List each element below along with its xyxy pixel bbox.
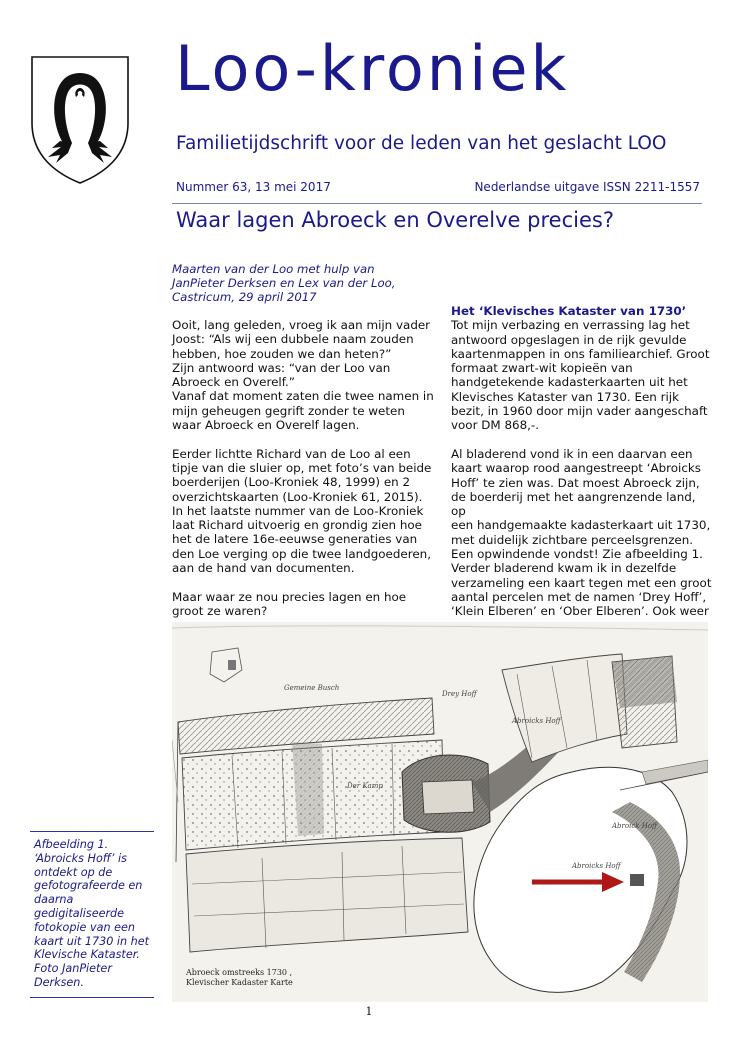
text-line: Een opwindende vondst! Zie afbeelding 1. [451, 547, 703, 562]
article-byline [172, 262, 432, 304]
caption-line: daarna [34, 893, 74, 907]
map-stamp-line: Klevischer Kadaster Karte [186, 978, 293, 987]
issn-label: Nederlandse uitgave ISSN 2211-1557 [474, 180, 700, 194]
caption-line: gefotografeerde en [34, 879, 143, 893]
caption-divider-top [30, 831, 154, 832]
text-line: voor DM 868,-. [451, 418, 539, 433]
text-line: Maar waar ze nou precies lagen en hoe [172, 589, 407, 604]
caption-line: Derksen. [34, 975, 84, 989]
text-line: Joost: “Als wij een dubbele naam zouden [172, 332, 414, 347]
paragraph [172, 590, 437, 619]
text-line: de boerderij met het aangrenzende land, op [451, 489, 696, 519]
paragraph [451, 318, 713, 432]
caption-line: Klevische Kataster. [34, 948, 140, 962]
text-line: antwoord opgeslagen in de rijk gevulde [451, 332, 687, 347]
coat-of-arms-logo [30, 55, 130, 185]
caption-line: Foto JanPieter [34, 962, 112, 976]
cadastral-map-figure [172, 622, 708, 1002]
text-line: Al bladerend vond ik in een daarvan een [451, 446, 693, 461]
cadastral-map-drawing [172, 622, 708, 1002]
masthead-subtitle: Familietijdschrift voor de leden van het geslacht LOO [176, 133, 667, 154]
text-line: den Loe verging op die twee landgoederen, [172, 546, 431, 561]
text-line: aan de hand van documenten. [172, 561, 355, 576]
text-line: formaat zwart-wit kopieën van [451, 361, 633, 376]
text-line: kaartenmappen in ons familiearchief. Groot [451, 346, 710, 361]
caption-line: gedigitaliseerde [34, 906, 125, 920]
caption-line: ontdekt op de [34, 865, 113, 879]
text-line: Hoff’ te zien was. Dat moest Abroeck zijn, [451, 475, 700, 490]
text-line: mijn geheugen gegrift zonder te weten [172, 403, 405, 418]
map-label-abroicks-hof2: Abroicks Hoff [572, 862, 621, 870]
text-line: Klevisches Kataster van 1730. Een rijk [451, 389, 679, 404]
text-line: Ooit, lang geleden, vroeg ik aan mijn vader [172, 318, 431, 332]
paragraph [172, 318, 437, 432]
map-stamp-line: Abroeck omstreeks 1730 , [186, 968, 293, 977]
caption-line: Afbeelding 1. [34, 838, 109, 851]
text-line: Abroeck en Overelf.” [172, 375, 295, 390]
text-line: waar Abroeck en Overelf lagen. [172, 418, 360, 433]
caption-divider-bottom [30, 997, 154, 998]
masthead-title: Loo-kroniek [175, 32, 570, 105]
issue-number: Nummer 63, 13 mei 2017 [176, 180, 331, 194]
text-line: Tot mijn verbazing en verrassing lag het [451, 318, 690, 333]
text-line: Verder bladerend kwam ik in dezelfde [451, 561, 677, 576]
text-line: boerderijen (Loo-Kroniek 48, 1999) en 2 [172, 475, 411, 490]
header-divider [172, 203, 702, 204]
text-line: ‘Klein Elberen’ en ‘Ober Elberen’. Ook weer [451, 604, 709, 619]
page-number: 1 [365, 1005, 373, 1018]
text-line: Zijn antwoord was: “van der Loo van [172, 360, 391, 375]
paragraph [451, 447, 713, 619]
text-line: tipje van die sluier op, met foto’s van beide [172, 460, 432, 475]
map-label-der-kamp: Der Kamp [347, 782, 383, 790]
map-label-hoff-marker: Abroick Hoff [612, 822, 658, 830]
caption-line: kaart uit 1730 in het [34, 934, 150, 948]
paragraph [172, 447, 437, 576]
article-headline: Waar lagen Abroeck en Overelve precies? [176, 208, 614, 232]
article-column-right [451, 304, 713, 619]
article-column-left [172, 318, 437, 618]
text-line: overzichtskaarten (Loo-Kroniek 61, 2015). [172, 489, 423, 504]
caption-line: ‘Abroicks Hoff’ is [34, 851, 127, 865]
text-line: met duidelijk zichtbare perceelsgrenzen. [451, 532, 694, 547]
map-label-drey-hoff: Drey Hoff [442, 690, 477, 698]
caption-line: fotokopie van een [34, 920, 135, 934]
text-line: laat Richard uitvoerig en grondig zien hoe [172, 518, 422, 533]
section-heading: Het ‘Klevisches Kataster van 1730’ [451, 304, 687, 318]
text-line: het de latere 16e-eeuwse generaties van [172, 532, 418, 547]
map-label-abroicks-hoff: Abroicks Hoff [512, 717, 561, 725]
byline-line: Maarten van der Loo met hulp van [172, 262, 375, 276]
text-line: bezit, in 1960 door mijn vader aangeschaft [451, 404, 708, 419]
map-label-gemeine-busch: Gemeine Busch [284, 684, 340, 692]
text-line: handgetekende kadasterkaarten uit het [451, 375, 688, 390]
byline-line: Castricum, 29 april 2017 [172, 290, 317, 304]
text-line: groot ze waren? [172, 603, 268, 618]
byline-line: JanPieter Derksen en Lex van der Loo, [172, 276, 396, 290]
figure-caption [34, 838, 156, 990]
text-line: aantal percelen met de namen ‘Drey Hoff’, [451, 589, 707, 604]
text-line: hebben, hoe zouden we dan heten?” [172, 346, 392, 361]
text-line: Vanaf dat moment zaten die twee namen in [172, 389, 434, 404]
text-line: In het laatste nummer van de Loo-Kroniek [172, 503, 424, 518]
map-stamp [186, 968, 293, 988]
text-line: Eerder lichtte Richard van de Loo al een [172, 446, 411, 461]
text-line: een handgemaakte kadasterkaart uit 1730, [451, 518, 711, 533]
text-line: verzameling een kaart tegen met een groot [451, 575, 712, 590]
text-line: kaart waarop rood aangestreept ‘Abroicks [451, 461, 701, 476]
